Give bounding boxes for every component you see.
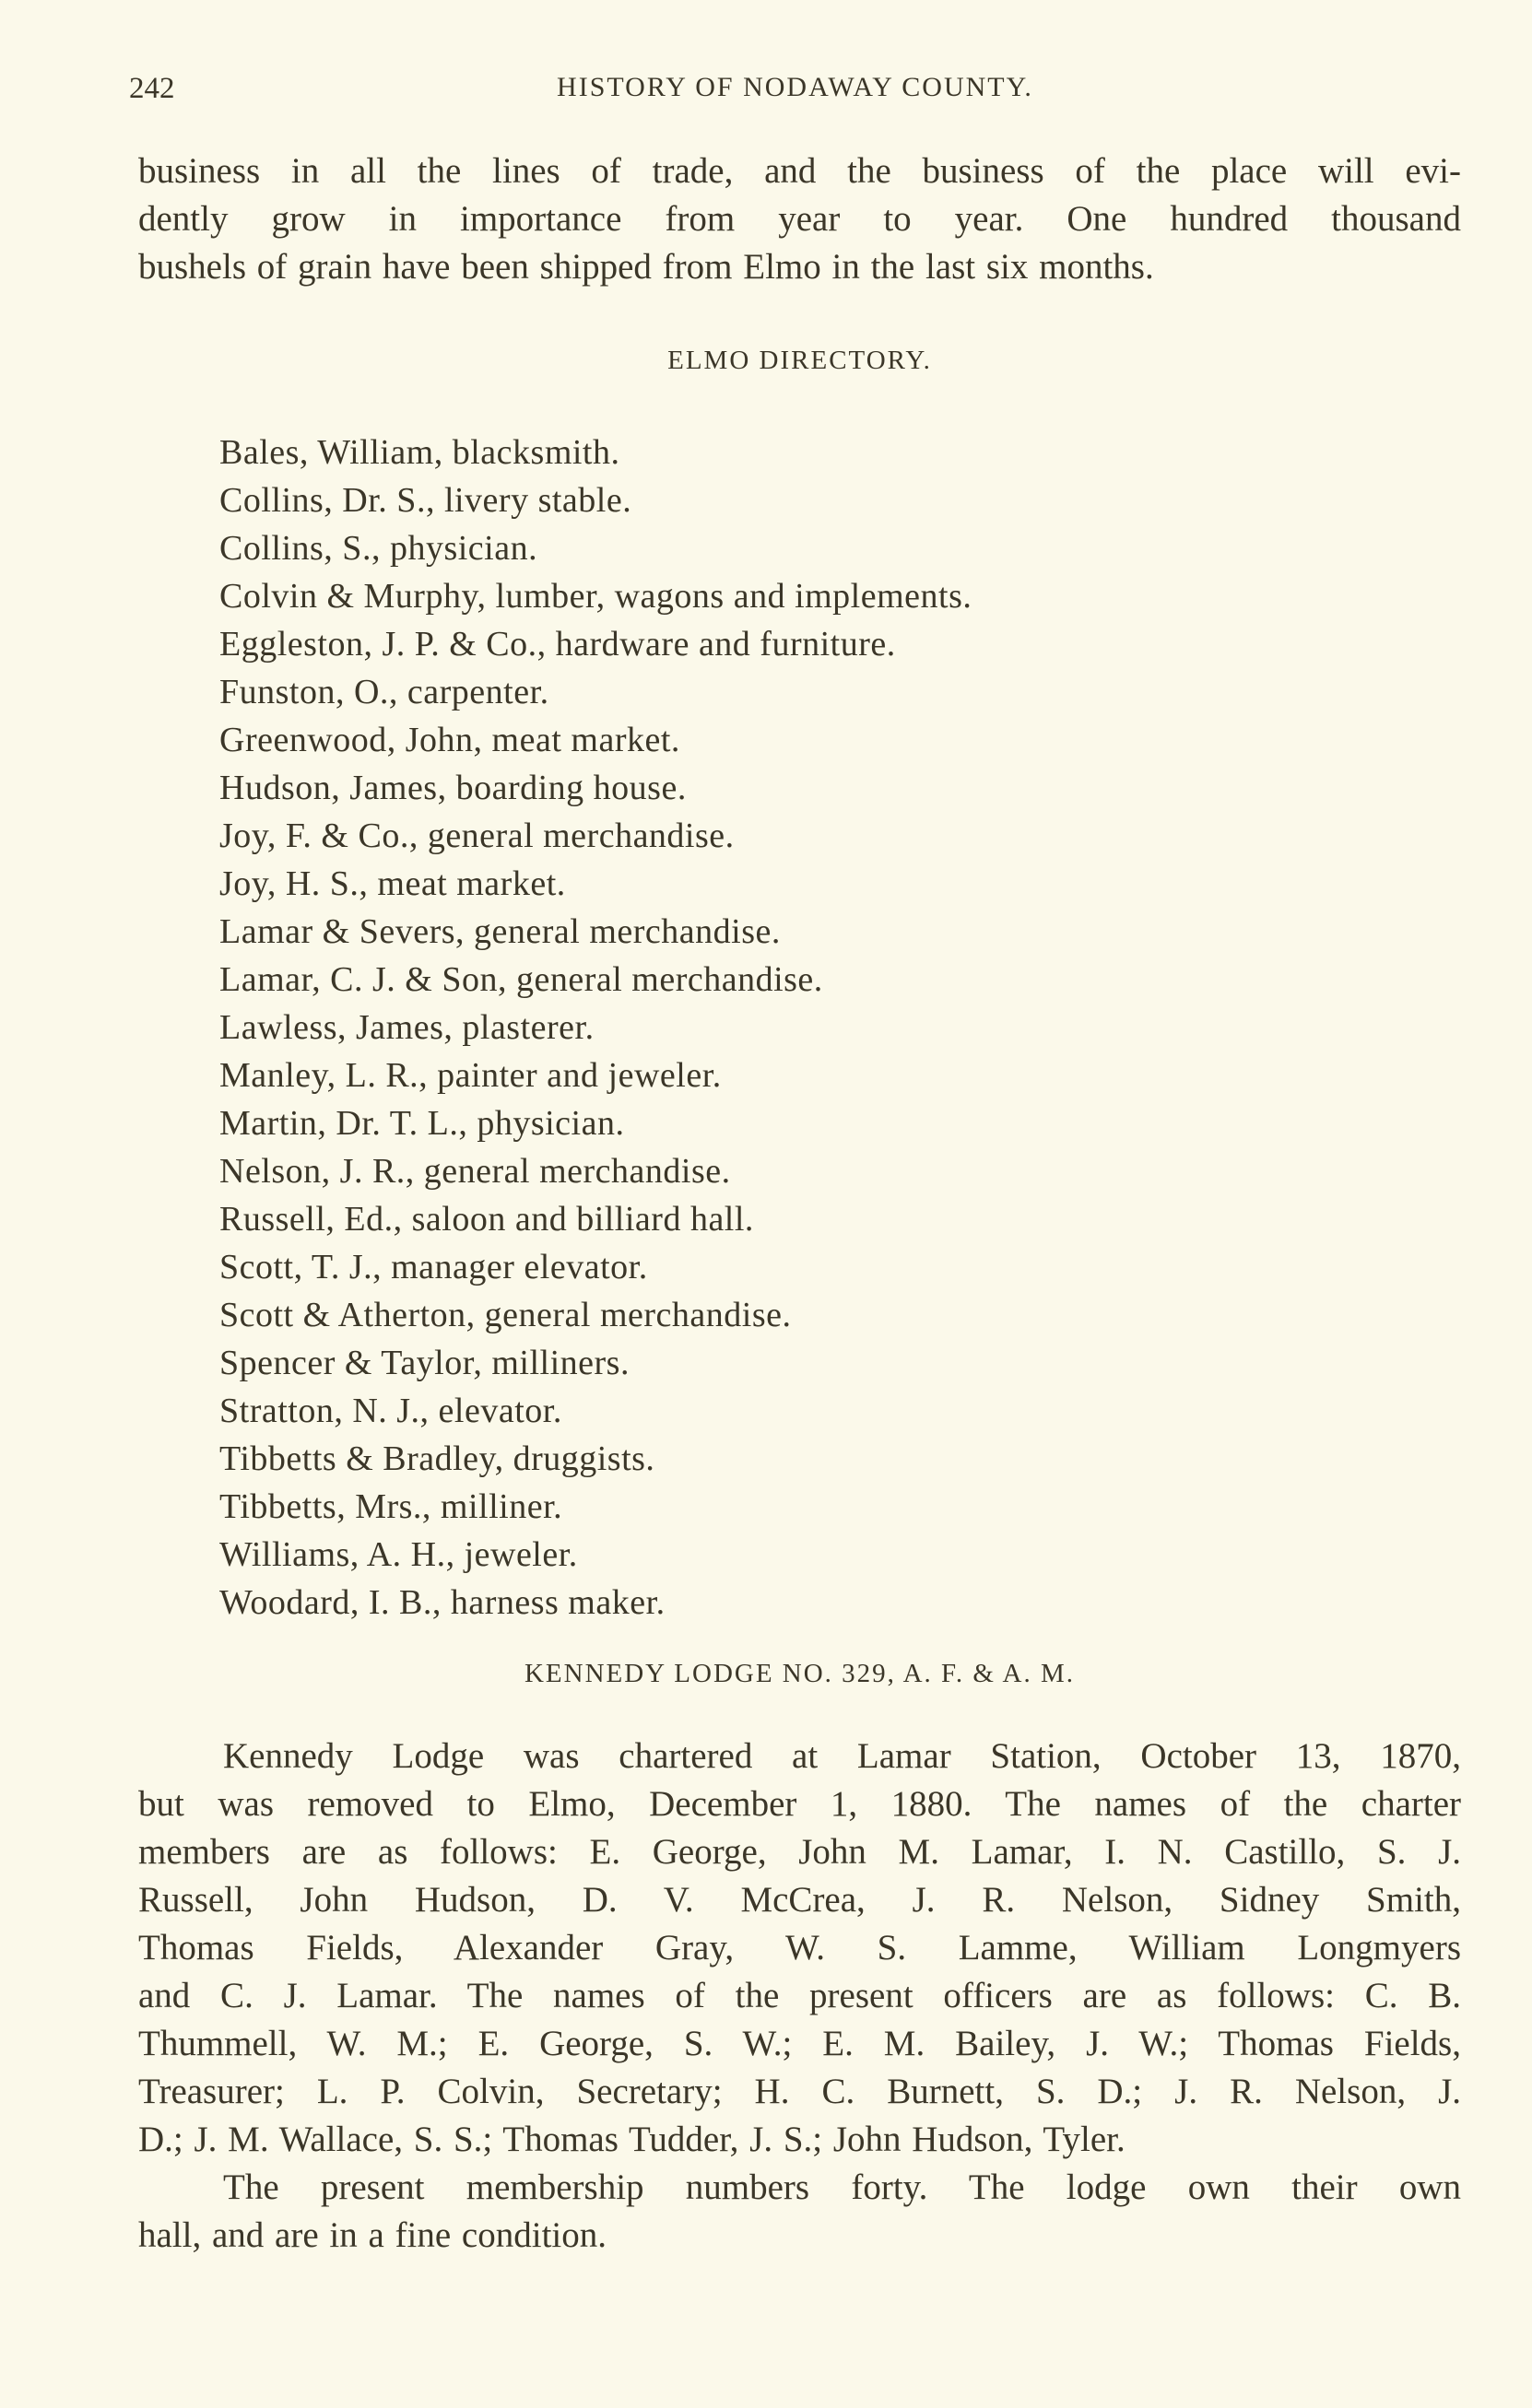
directory-entry: Martin, Dr. T. L., physician. <box>219 1104 625 1143</box>
text-line: but was removed to Elmo, December 1, 1880. The names of the charter <box>138 1784 1461 1824</box>
text-line: business in all the lines of trade, and the business of the place will evi- <box>138 151 1461 191</box>
text-line: The present membership numbers forty. The lodge own their own <box>223 2167 1461 2207</box>
directory-entry: Scott & Atherton, general merchandise. <box>219 1296 792 1334</box>
text-line: dently grow in importance from year to year. One hundred thousand <box>138 199 1461 239</box>
directory-entry: Colvin & Murphy, lumber, wagons and implements. <box>219 577 972 616</box>
directory-entry: Eggleston, J. P. & Co., hardware and furniture. <box>219 625 896 664</box>
text-line: bushels of grain have been shipped from Elmo in the last six months. <box>138 247 1154 287</box>
running-header <box>129 72 1461 118</box>
directory-entry: Collins, S., physician. <box>219 529 538 568</box>
directory-heading: ELMO DIRECTORY. <box>667 346 932 375</box>
directory-entry: Russell, Ed., saloon and billiard hall. <box>219 1200 754 1239</box>
directory-entry: Manley, L. R., painter and jeweler. <box>219 1056 722 1095</box>
directory-entry: Tibbetts & Bradley, druggists. <box>219 1439 655 1478</box>
text-line: Thummell, W. M.; E. George, S. W.; E. M. Bailey, J. W.; Thomas Fields, <box>138 2024 1461 2063</box>
directory-entry: Joy, H. S., meat market. <box>219 864 566 903</box>
directory-entry: Woodard, I. B., harness maker. <box>219 1583 666 1622</box>
text-line: members are as follows: E. George, John M. Lamar, I. N. Castillo, S. J. <box>138 1832 1461 1872</box>
directory-entry: Funston, O., carpenter. <box>219 673 549 711</box>
text-line: Treasurer; L. P. Colvin, Secretary; H. C. Burnett, S. D.; J. R. Nelson, J. <box>138 2072 1461 2111</box>
text-line: Kennedy Lodge was chartered at Lamar Station, October 13, 1870, <box>223 1736 1461 1776</box>
directory-entry: Nelson, J. R., general merchandise. <box>219 1152 731 1191</box>
text-line: and C. J. Lamar. The names of the present officers are as follows: C. B. <box>138 1976 1461 2015</box>
directory-entry: Bales, William, blacksmith. <box>219 433 620 472</box>
intro-paragraph <box>138 147 1461 291</box>
text-line: Thomas Fields, Alexander Gray, W. S. Lamme, William Longmyers <box>138 1928 1461 1968</box>
directory-entry: Joy, F. & Co., general merchandise. <box>219 816 735 855</box>
directory-entry: Williams, A. H., jeweler. <box>219 1535 578 1574</box>
directory-entry: Hudson, James, boarding house. <box>219 769 687 807</box>
lodge-paragraph-1 <box>138 1733 1461 2164</box>
text-line: hall, and are in a fine condition. <box>138 2215 607 2255</box>
lodge-heading: KENNEDY LODGE NO. 329, A. F. & A. M. <box>524 1659 1076 1688</box>
directory-entry: Tibbetts, Mrs., milliner. <box>219 1487 563 1526</box>
text-line: D.; J. M. Wallace, S. S.; Thomas Tudder, J. S.; John Hudson, Tyler. <box>138 2120 1125 2159</box>
page-number: 242 <box>129 72 175 105</box>
directory-entry: Spencer & Taylor, milliners. <box>219 1344 630 1382</box>
directory-entry: Greenwood, John, meat market. <box>219 721 680 759</box>
directory-entry: Collins, Dr. S., livery stable. <box>219 481 632 520</box>
directory-entry: Lamar & Severs, general merchandise. <box>219 912 781 951</box>
running-title: HISTORY OF NODAWAY COUNTY. <box>557 72 1033 102</box>
text-line: Russell, John Hudson, D. V. McCrea, J. R. Nelson, Sidney Smith, <box>138 1880 1461 1920</box>
directory-entry: Lamar, C. J. & Son, general merchandise. <box>219 960 823 999</box>
directory-entry: Stratton, N. J., elevator. <box>219 1392 562 1430</box>
lodge-paragraph-2 <box>138 2164 1461 2260</box>
directory-list <box>219 429 972 1627</box>
directory-entry: Lawless, James, plasterer. <box>219 1008 595 1047</box>
directory-entry: Scott, T. J., manager elevator. <box>219 1248 648 1286</box>
